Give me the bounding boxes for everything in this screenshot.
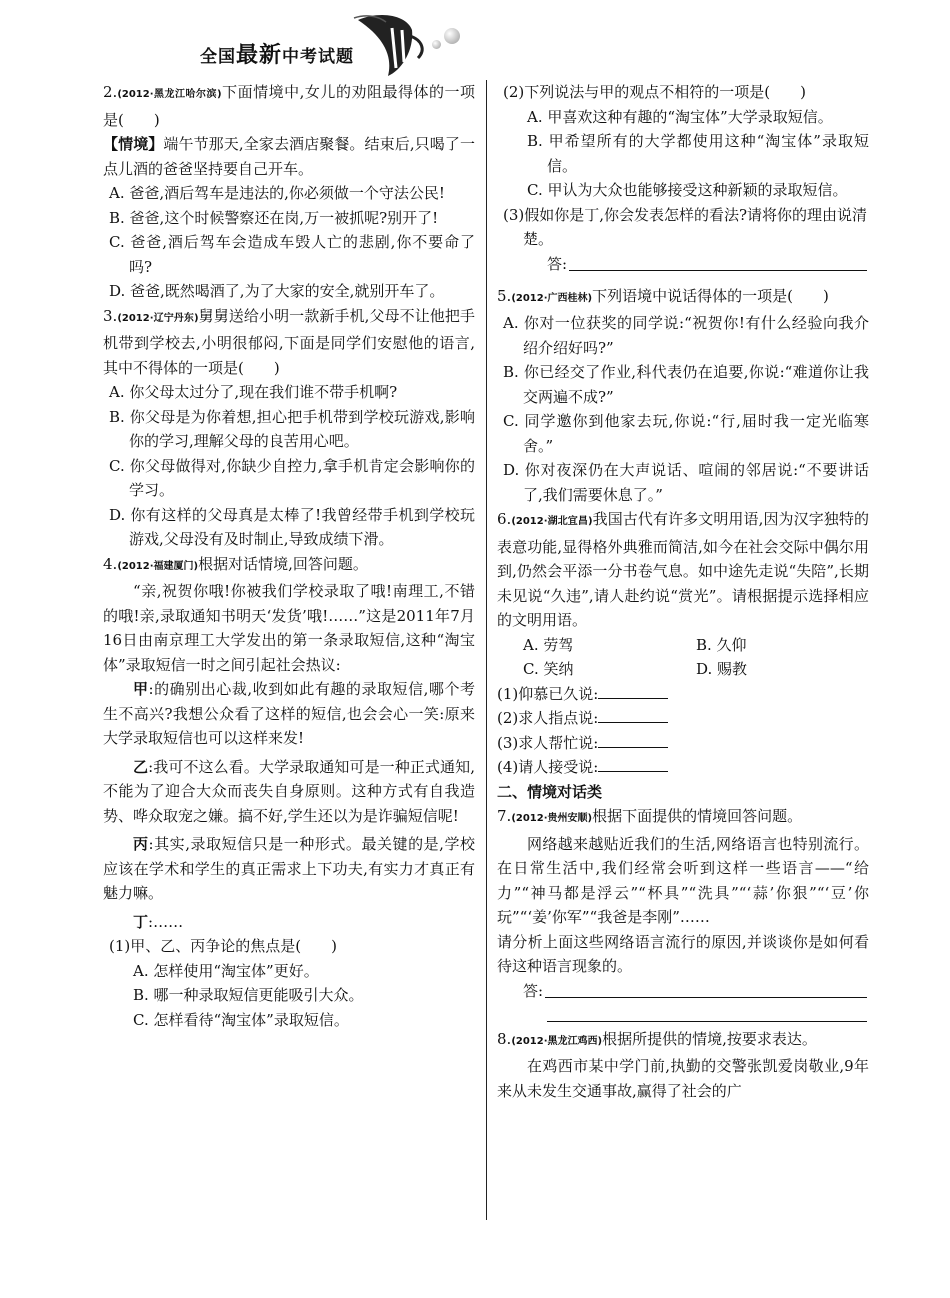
right-column — [497, 80, 869, 1103]
q4-bing: 丙:其实,录取短信只是一种形式。最关键的是,学校应该在学术和学生的真正需求上下功夫,有实力才真正有魅力嘛。 — [103, 835, 475, 902]
option-c: C. 你父母做得对,你缺少自控力,拿手机肯定会影响你的学习。 — [109, 456, 475, 499]
question-4: 4.(2012·福建厦门)根据对话情境,回答问题。 “亲,祝贺你哦!你被我们学校录取了哦!南理工,不错的哦!亲,录取通知书明天‘发货’哦!……”这是2011年7月16日由南京理工大学发出的第一条录取短信,这种“淘宝体”录取短信一时之间引起社会热议: 甲:的确别出心裁,收到如此有趣的录取短信,哪个考生不高兴?我想公众看了这样的短信,也会会心一笑:原来大学录取短信也可以这样来发! 乙:我可不这么看。大学录取通知可是一种正式通知,不能为了迎合大众而丧失自身原则。这种方式有自我造势、哗众取宠之嫌。搞不好,学生还以为是诈骗短信呢! 丙:其实,录取短信只是一种形式。最关键的是,学校应该在学术和学生的真正需求上下功夫,有实力才真正有魅力嘛。 丁:…… (1)甲、乙、丙争论的焦点是( ) A. 怎样使用“淘宝体”更好。 B. 哪一种录取短信更能吸引大众。 C. 怎样看待“淘宝体”录取短信。 — [103, 552, 475, 1033]
option-b: B. 甲希望所有的大学都使用这种“淘宝体”录取短信。 — [527, 132, 869, 175]
q4-sub1: (1)甲、乙、丙争论的焦点是( ) — [109, 937, 337, 955]
option-a: A. 你父母太过分了,现在我们谁不带手机啊? — [109, 383, 398, 401]
left-column — [103, 80, 475, 1032]
bubble-icon — [444, 28, 460, 44]
question-7: 7.(2012·贵州安顺)根据下面提供的情境回答问题。 网络越来越贴近我们的生活,网络语言也特别流行。在日常生活中,我们经常会听到这样一些语言——“给力”“神马都是浮云”“杯具”“洗具”“‘蒜’你狠”“‘豆’你玩”“‘姜’你军”“我爸是李刚”…… 请分析上面这些网络语言流行的原因,并谈谈你是如何看待这种语言现象的。 答: — [497, 804, 869, 1027]
option-a: A. 甲喜欢这种有趣的“淘宝体”大学录取短信。 — [527, 107, 833, 126]
choice-d: D. 赐教 — [696, 660, 748, 678]
question-4-continued — [497, 80, 869, 284]
fill-blank[interactable] — [598, 708, 668, 723]
option-c: C. 怎样看待“淘宝体”录取短信。 — [133, 1010, 349, 1029]
column-divider — [486, 80, 487, 1220]
q4-ding: 丁:…… — [133, 912, 184, 931]
choice-b: B. 久仰 — [696, 635, 747, 654]
option-c: C. 爸爸,酒后驾车会造成车毁人亡的悲剧,你不要命了吗? — [109, 233, 475, 276]
page-header — [0, 0, 950, 80]
q4-sub3: (3)假如你是丁,你会发表怎样的看法?请将你的理由说清楚。 — [503, 205, 868, 248]
fill-item: (1)仰慕已久说: — [497, 682, 869, 707]
question-6: 6.(2012·湖北宜昌)我国古代有许多文明用语,因为汉字独特的表意功能,显得格外典雅而简洁,如今在社会交际中偶尔用到,仍然会平添一分书卷气息。如中途先走说“失陪”,长期未见说“久违”,请人赴约说“赏光”。请根据提示选择相应的文明用语。 A. 劳驾 B. 久仰 C. 笑纳 D. 赐教 (1)仰慕已久说: (2)求人指点说: (3)求人帮忙说: (4)请人接受说: — [497, 507, 869, 780]
q4-intro: “亲,祝贺你哦!你被我们学校录取了哦!南理工,不错的哦!亲,录取通知书明天‘发货’哦!……”这是2011年7月16日由南京理工大学发出的第一条录取短信,这种“淘宝体”录取短信一时之间引起社会热议: — [103, 582, 475, 674]
option-d: D. 你对夜深仍在大声说话、喧闹的邻居说:“不要讲话了,我们需要休息了。” — [503, 461, 869, 504]
q4-yi: 乙:我可不这么看。大学录取通知可是一种正式通知,不能为了迎合大众而丧失自身原则。这种方式有自我造势、哗众取宠之嫌。搞不好,学生还以为是诈骗短信呢! — [103, 757, 475, 825]
fill-item: (4)请人接受说: — [497, 755, 869, 780]
option-d: D. 你有这样的父母真是太棒了!我曾经带手机到学校玩游戏,父母没有及时制止,导致成绩下滑。 — [109, 505, 475, 548]
option-b: B. 你已经交了作业,科代表仍在追要,你说:“难道你让我交两遍不成?” — [503, 363, 869, 406]
fill-blank[interactable] — [598, 684, 668, 699]
option-a: A. 爸爸,酒后驾车是违法的,你必须做一个守法公民! — [109, 184, 445, 202]
answer-line[interactable]: 答: — [497, 252, 869, 276]
fill-blank[interactable] — [598, 733, 668, 748]
q4-sub2: (2)下列说法与甲的观点不相符的一项是( ) — [503, 83, 806, 101]
choice-a: A. 劳驾 — [523, 635, 574, 654]
option-a: A. 你对一位获奖的同学说:“祝贺你!有什么经验向我介绍介绍好吗?” — [503, 314, 869, 357]
option-b: B. 哪一种录取短信更能吸引大众。 — [133, 986, 364, 1004]
fill-item: (2)求人指点说: — [497, 706, 869, 731]
bubble-icon — [432, 40, 441, 49]
answer-line[interactable]: 答: — [473, 979, 869, 1003]
q4-jia: 甲:的确别出心裁,收到如此有趣的录取短信,哪个考生不高兴?我想公众看了这样的短信,也会会心一笑:原来大学录取短信也可以这样来发! — [103, 680, 475, 747]
option-d: D. 爸爸,既然喝酒了,为了大家的安全,就别开车了。 — [109, 282, 445, 300]
answer-line[interactable] — [497, 1003, 869, 1027]
q7-para: 网络越来越贴近我们的生活,网络语言也特别流行。在日常生活中,我们经常会听到这样一些语言——“给力”“神马都是浮云”“杯具”“洗具”“‘蒜’你狠”“‘豆’你玩”“‘姜’你军”“我爸是李刚”…… — [497, 834, 869, 926]
angelfish-logo-icon — [352, 10, 432, 80]
option-b: B. 你父母是为你着想,担心把手机带到学校玩游戏,影响你的学习,理解父母的良苦用心吧。 — [109, 407, 475, 450]
option-c: C. 甲认为大众也能够接受这种新颖的录取短信。 — [527, 181, 848, 199]
question-3: 3.(2012·辽宁丹东)舅舅送给小明一款新手机,父母不让他把手机带到学校去,小明很郁闷,下面是同学们安慰他的语言,其中不得体的一项是( ) A. 你父母太过分了,现在我们谁不带手机啊? B. 你父母是为你着想,担心把手机带到学校玩游戏,影响你的学习,理解父母的良苦用心吧。 C. 你父母做得对,你缺少自控力,拿手机肯定会影响你的学习。 D. 你有这样的父母真是太棒了!我曾经带手机到学校玩游戏,父母没有及时制止,导致成绩下滑。 — [103, 304, 475, 552]
option-b: B. 爸爸,这个时候警察还在岗,万一被抓呢?别开了! — [109, 208, 439, 227]
fill-blank[interactable] — [598, 757, 668, 772]
option-a: A. 怎样使用“淘宝体”更好。 — [133, 961, 319, 980]
choice-c: C. 笑纳 — [523, 660, 574, 678]
q7-ask: 请分析上面这些网络语言流行的原因,并谈谈你是如何看待这种语言现象的。 — [497, 932, 869, 975]
question-8: 8.(2012·黑龙江鸡西)根据所提供的情境,按要求表达。 在鸡西市某中学门前,执勤的交警张凯爱岗敬业,9年来从未发生交通事故,赢得了社会的广 — [497, 1027, 869, 1104]
question-5: 5.(2012·广西桂林)下列语境中说话得体的一项是( ) A. 你对一位获奖的同学说:“祝贺你!有什么经验向我介绍介绍好吗?” B. 你已经交了作业,科代表仍在追要,你说:“难道你让我交两遍不成?” C. 同学邀你到他家去玩,你说:“行,届时我一定光临寒舍。” D. 你对夜深仍在大声说话、喧闹的邻居说:“不要讲话了,我们需要休息了。” — [497, 284, 869, 508]
fill-item: (3)求人帮忙说: — [497, 731, 869, 756]
section-heading: 二、情境对话类 — [497, 782, 603, 801]
question-2: 2.(2012·黑龙江哈尔滨)下面情境中,女儿的劝阻最得体的一项是( ) 【情境】端午节那天,全家去酒店聚餐。结束后,只喝了一点儿酒的爸爸坚持要自己开车。 A. 爸爸,酒后驾车是违法的,你必须做一个守法公民! B. 爸爸,这个时候警察还在岗,万一被抓呢?别开了! C. 爸爸,酒后驾车会造成车毁人亡的悲剧,你不要命了吗? D. 爸爸,既然喝酒了,为了大家的安全,就别开车了。 — [103, 80, 475, 304]
option-c: C. 同学邀你到他家去玩,你说:“行,届时我一定光临寒舍。” — [503, 412, 869, 455]
header-title: 全国最新中考试题 — [200, 43, 355, 68]
q8-para: 在鸡西市某中学门前,执勤的交警张凯爱岗敬业,9年来从未发生交通事故,赢得了社会的广 — [497, 1057, 869, 1100]
